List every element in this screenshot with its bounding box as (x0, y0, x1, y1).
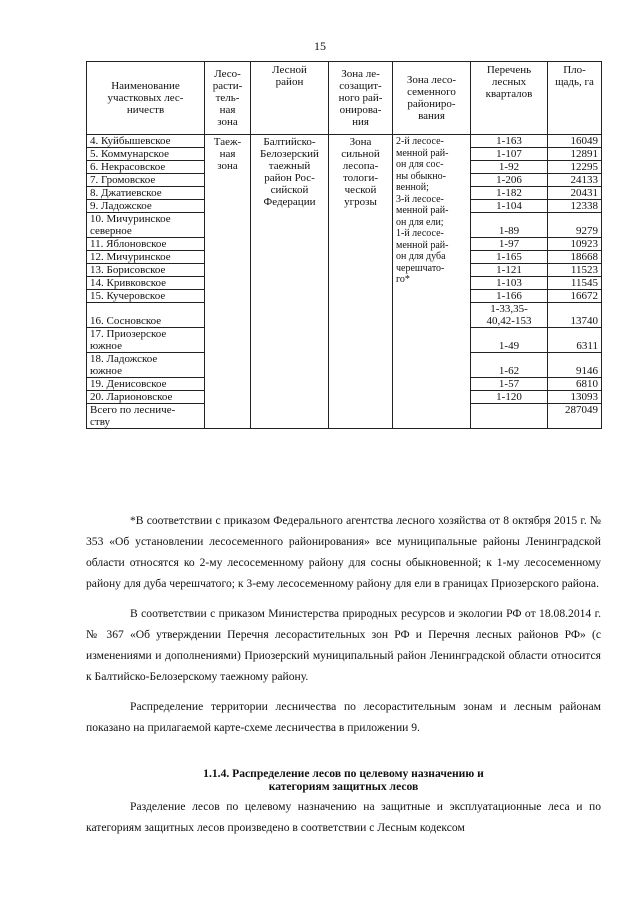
cell-quarters: 1-103 (471, 277, 548, 290)
forestry-table (86, 61, 602, 429)
cell-quarters: 1-107 (471, 148, 548, 161)
cell-quarters: 1-166 (471, 290, 548, 303)
cell-zone: Таеж- ная зона (205, 135, 251, 429)
cell-quarters (471, 404, 548, 429)
header-region: Лесной район (251, 62, 329, 135)
footnote-text (86, 510, 601, 738)
cell-name: 12. Мичуринское (87, 251, 205, 264)
cell-name: 16. Сосновское (87, 303, 205, 328)
paragraph: Разделение лесов по целевому назначению на защитные и эксплуатационные леса и по категориям защитных лесов произведено в соответствии с Лесным кодексом (86, 800, 601, 834)
cell-name: 5. Коммунарское (87, 148, 205, 161)
cell-quarters: 1-121 (471, 264, 548, 277)
cell-total-area: 287049 (548, 404, 602, 429)
cell-quarters: 1-104 (471, 200, 548, 213)
cell-seed: 2-й лесосе- менной рай- он для сос- ны обыкно- венной; 3-й лесосе- менной рай- он для ели; 1-й лесосе- менной рай- он для дуба черешчато- го* (393, 135, 471, 429)
table-header-row (87, 62, 602, 135)
cell-name: 8. Джатиевское (87, 187, 205, 200)
cell-area: 24133 (548, 174, 602, 187)
cell-area: 12338 (548, 200, 602, 213)
cell-region: Балтийско- Белозерский таежный район Рос- сийской Федерации (251, 135, 329, 429)
cell-name: 9. Ладожское (87, 200, 205, 213)
cell-name: 10. Мичуринское северное (87, 213, 205, 238)
cell-area: 10923 (548, 238, 602, 251)
cell-area: 6810 (548, 378, 602, 391)
cell-name: 11. Яблоновское (87, 238, 205, 251)
header-quarters: Перечень лесных кварталов (471, 62, 548, 135)
cell-area: 16049 (548, 135, 602, 148)
cell-area: 13740 (548, 303, 602, 328)
cell-quarters: 1-57 (471, 378, 548, 391)
cell-quarters: 1-92 (471, 161, 548, 174)
cell-area: 11545 (548, 277, 602, 290)
paragraph: *В соответствии с приказом Федерального агентства лесного хозяйства от 8 октября 2015 г. № 353 «Об установлении лесосеменного районирования» все муниципальные районы Ленинградской области относятся ко 2-му лесосеменному району для сосны обыкновенной; к 1-му лесосеменному району для дуба черешчатого; к 3-ему лесосеменному району для ели в границах Приозерского района. (86, 514, 601, 590)
cell-quarters: 1-182 (471, 187, 548, 200)
cell-quarters: 1-163 (471, 135, 548, 148)
cell-name: 17. Приозерское южное (87, 328, 205, 353)
cell-area: 9279 (548, 213, 602, 238)
cell-area: 12891 (548, 148, 602, 161)
header-protect: Зона ле- созащит- ного рай- онирова- ния (329, 62, 393, 135)
cell-area: 9146 (548, 353, 602, 378)
cell-quarters: 1-62 (471, 353, 548, 378)
cell-name: 15. Кучеровское (87, 290, 205, 303)
section-heading: 1.1.4. Распределение лесов по целевому назначению и категориям защитных лесов (203, 767, 484, 793)
page-number: 15 (314, 39, 326, 53)
table-row (87, 135, 602, 148)
cell-quarters: 1-49 (471, 328, 548, 353)
cell-area: 18668 (548, 251, 602, 264)
cell-name: 4. Куйбышевское (87, 135, 205, 148)
cell-quarters: 1-33,35- 40,42-153 (471, 303, 548, 328)
cell-quarters: 1-89 (471, 213, 548, 238)
cell-area: 11523 (548, 264, 602, 277)
header-name: Наименование участковых лес- ничеств (87, 62, 205, 135)
cell-quarters: 1-97 (471, 238, 548, 251)
cell-name: 19. Денисовское (87, 378, 205, 391)
cell-name: 18. Ладожское южное (87, 353, 205, 378)
header-seed: Зона лесо- семенного райониро- вания (393, 62, 471, 135)
cell-area: 12295 (548, 161, 602, 174)
cell-name: 7. Громовское (87, 174, 205, 187)
cell-quarters: 1-206 (471, 174, 548, 187)
cell-name: 13. Борисовское (87, 264, 205, 277)
cell-area: 16672 (548, 290, 602, 303)
cell-quarters: 1-165 (471, 251, 548, 264)
paragraph: Распределение территории лесничества по лесорастительным зонам и лесным районам показано на прилагаемой карте-схеме лесничества в приложении 9. (86, 700, 601, 734)
cell-area: 20431 (548, 187, 602, 200)
section-text (86, 796, 601, 838)
cell-name: 14. Кривковское (87, 277, 205, 290)
cell-protect: Зона сильной лесопа- тологи- ческой угрозы (329, 135, 393, 429)
cell-quarters: 1-120 (471, 391, 548, 404)
cell-area: 13093 (548, 391, 602, 404)
cell-area: 6311 (548, 328, 602, 353)
header-zone: Лесо- расти- тель- ная зона (205, 62, 251, 135)
cell-total-label: Всего по лесниче- ству (87, 404, 205, 429)
header-area: Пло- щадь, га (548, 62, 602, 135)
cell-name: 20. Ларионовское (87, 391, 205, 404)
paragraph: В соответствии с приказом Министерства природных ресурсов и экологии РФ от 18.08.2014 г. № 367 «Об утверждении Перечня лесорастительных зон РФ и Перечня лесных районов РФ» (с изменениями и дополнениями) Приозерский муниципальный район Ленинградской области относится к Балтийско-Белозерскому таежному району. (86, 607, 601, 683)
cell-name: 6. Некрасовское (87, 161, 205, 174)
